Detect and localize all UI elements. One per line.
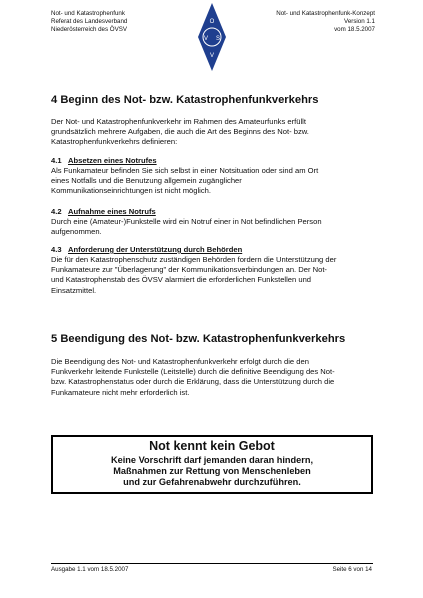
text-line: Die für den Katastrophenschutz zuständigen Behörden fordern die Unterstützung der [51,255,337,264]
logo-letter-o: O [209,19,215,25]
subsection-4-3-heading [51,245,242,254]
text-line: Durch eine (Amateur-)Funkstelle wird ein Notruf einer in Not befindlichen Person [51,217,322,226]
subsection-title: Absetzen eines Notrufes [68,156,157,165]
subsection-title: Aufnahme eines Notrufs [68,207,156,216]
subsection-number: 4.1 [51,156,62,165]
subsection-4-1-heading [51,156,157,165]
header-left [51,10,127,34]
ovsv-logo [198,3,226,71]
header-org-line-3: Niederösterreich des ÖVSV [51,26,128,33]
notice-line-3: und zur Gefahrenabwehr durchzuführen. [123,477,301,487]
text-line: aufgenommen. [51,227,102,237]
header-date: vom 18.5.2007 [334,26,375,33]
subsection-4-3-text [51,255,373,296]
intro-line-2: grundsätzlich mehrere Aufgaben, die auch die Art des Beginns des Not- bzw. [51,127,309,137]
header-right [276,10,375,34]
header-version: Version 1.1 [344,18,375,25]
logo-letter-v1: V [203,36,209,42]
header-org-line-1: Not- und Katastrophenfunk [51,10,125,17]
text-line: und Katastrophenstab des ÖVSV alarmiert die erforderlichen Funkstellen und [51,275,312,285]
intro-line-3: Katastrophenfunkverkehrs definieren: [51,137,178,147]
section-5-heading: 5 Beendigung des Not- bzw. Katastrophenfunkverkehrs [51,333,346,345]
subsection-4-2-heading [51,207,156,216]
text-line: eines Notfalls und die Benutzung allgemein zugänglicher [51,176,242,186]
subsection-4-1-text [51,166,373,197]
text-line: Kommunikationseinrichtungen ist nicht möglich. [51,186,211,196]
subsection-number: 4.2 [51,207,62,216]
text-line: Einsatzmittel. [51,285,97,295]
notice-line-2: Maßnahmen zur Rettung von Menschenleben [113,466,311,476]
subsection-title: Anforderung der Unterstützung durch Behörden [68,245,243,254]
text-line: Funkverkehr leitende Funkstelle (Leitstelle) durch die definitive Beendigung des Not- [51,367,335,377]
text-line: Funkamateure zur "Überlagerung" der Kommunikationsverbindungen an. Der Not- [51,265,327,275]
text-line: Die Beendigung des Not- und Katastrophenfunkverkehr erfolgt durch die den [51,357,309,366]
subsection-4-2-text [51,217,373,237]
section-4-intro [51,117,373,148]
notice-title: Not kennt kein Gebot [149,439,275,453]
subsection-number: 4.3 [51,245,62,254]
section-5-text [51,357,373,398]
notice-line-1: Keine Vorschrift darf jemanden daran hindern, [111,455,313,465]
section-4-heading: 4 Beginn des Not- bzw. Katastrophenfunkverkehrs [51,94,319,106]
header-doc-title: Not- und Katastrophenfunk-Konzept [276,10,375,17]
footer-page-number: Seite 6 von 14 [332,566,372,573]
text-line: bzw. Katastrophenstatus oder durch die Erklärung, dass die Unterstützung durch die [51,377,335,387]
notice-box [51,435,373,494]
footer-edition: Ausgabe 1.1 vom 18.5.2007 [51,566,129,573]
text-line: Als Funkamateur befinden Sie sich selbst in einer Notsituation oder sind am Ort [51,166,319,175]
footer-divider [51,563,373,564]
logo-letter-s: S [215,36,221,42]
header-org-line-2: Referat des Landesverband [51,18,128,25]
logo-letter-v2: V [209,53,215,59]
intro-line-1: Der Not- und Katastrophenfunkverkehr im Rahmen des Amateurfunks erfüllt [51,117,306,126]
text-line: Funkamateure nicht mehr erforderlich ist. [51,387,190,397]
